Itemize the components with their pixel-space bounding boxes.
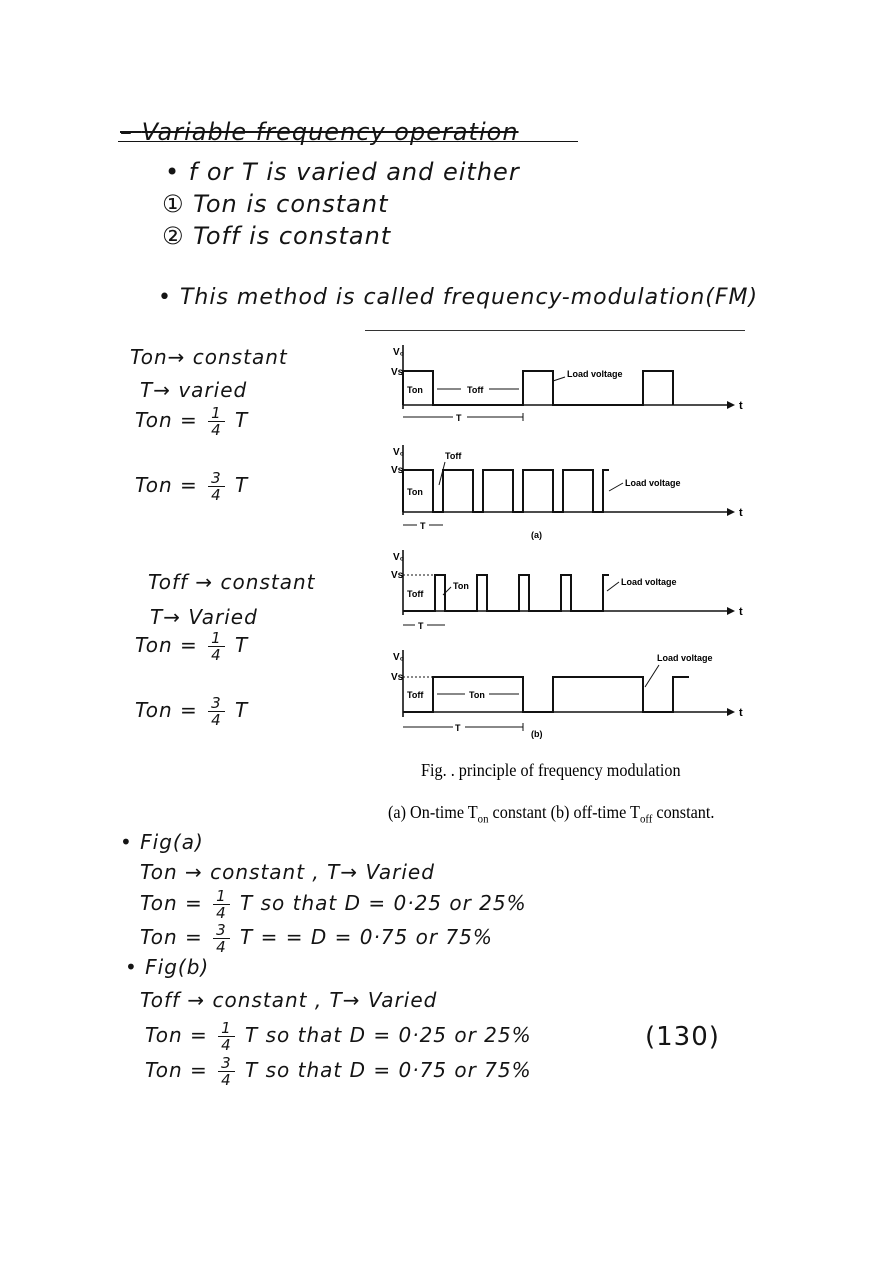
note-a-eq2	[135, 470, 248, 503]
divider-line	[365, 330, 745, 331]
waveform-b2	[391, 650, 743, 739]
vo-label: V₀	[393, 347, 405, 358]
t-label: t	[739, 507, 743, 519]
waveform-a2	[391, 445, 743, 540]
x-axis-arrow	[727, 508, 735, 516]
fig-a-line1: Ton → constant , T→ Varied	[140, 860, 435, 884]
item2-marker: ②	[162, 222, 185, 250]
figure-a-label: (a)	[531, 530, 542, 540]
load-voltage-pointer	[609, 483, 623, 491]
load-voltage-label: Load voltage	[625, 478, 681, 488]
figure-caption: Fig. . principle of frequency modulation	[421, 760, 681, 780]
ton-label: Ton	[453, 581, 469, 591]
item1-text: Ton is constant	[193, 190, 389, 218]
item2-text: Toff is constant	[193, 222, 392, 250]
fraction	[208, 630, 225, 663]
vs-label: Vs	[391, 672, 404, 683]
ton-label: Ton	[407, 487, 423, 497]
title-strike-line	[118, 141, 578, 142]
note-a-eq2-rhs: T	[235, 473, 249, 497]
fraction	[208, 405, 225, 438]
fig-b-eq1-lhs: Ton =	[145, 1023, 208, 1047]
fig-b-line1: Toff → constant , T→ Varied	[140, 988, 438, 1012]
fig-b-eq1	[145, 1020, 532, 1053]
vs-label: Vs	[391, 465, 404, 476]
fraction	[208, 470, 225, 503]
fig-a-eq2-lhs: Ton =	[140, 925, 203, 949]
fraction-den: 4	[221, 1071, 232, 1089]
note-a-eq1	[135, 405, 248, 438]
load-voltage-pointer	[645, 665, 659, 687]
figure-subcaption	[388, 802, 714, 827]
caption-part: constant (b) off-time T	[488, 802, 640, 822]
toff-label: Toff	[407, 589, 424, 599]
note-b-line1: Toff → constant	[148, 570, 316, 594]
fraction	[208, 695, 225, 728]
fig-b-eq2-rhs: T so that D = 0·75 or 75%	[245, 1058, 532, 1082]
fraction-den: 4	[216, 904, 227, 922]
x-axis-arrow	[727, 401, 735, 409]
item1-marker: ①	[162, 190, 185, 218]
load-voltage-pointer	[607, 582, 619, 591]
fraction-den: 4	[211, 486, 222, 504]
vo-label: V₀	[393, 652, 405, 663]
fig-b-eq2	[145, 1055, 532, 1088]
figure-b-label: (b)	[531, 729, 543, 739]
toff-label: Toff	[445, 451, 462, 461]
x-axis-arrow	[727, 607, 735, 615]
fraction-den: 4	[211, 421, 222, 439]
note-b-eq1	[135, 630, 248, 663]
frequency-modulation-figure	[355, 335, 755, 745]
fraction-num: 3	[208, 470, 225, 487]
pulse-train	[403, 371, 673, 405]
bullet-varied: • f or T is varied and either	[165, 158, 520, 186]
fig-a-title: Fig(a)	[140, 830, 204, 854]
fraction	[218, 1020, 235, 1053]
fraction-den: 4	[211, 646, 222, 664]
item-toff-constant	[162, 222, 391, 250]
vs-label: Vs	[391, 367, 404, 378]
note-b-eq2-lhs: Ton =	[135, 698, 198, 722]
ton-label: Ton	[407, 385, 423, 395]
fraction-den: 4	[216, 938, 227, 956]
bullet-fm-method: • This method is called frequency-modulation(FM)	[158, 285, 759, 310]
note-b-eq1-rhs: T	[235, 633, 249, 657]
fraction	[213, 922, 230, 955]
note-a-eq1-lhs: Ton =	[135, 408, 198, 432]
fig-a-eq1-lhs: Ton =	[140, 891, 203, 915]
fig-a-eq2	[140, 922, 493, 955]
fig-b-heading: • Fig(b)	[125, 955, 210, 979]
caption-part: (a) On-time T	[388, 802, 478, 822]
vo-label: V₀	[393, 447, 405, 458]
toff-label: Toff	[407, 690, 424, 700]
fraction-num: 1	[218, 1020, 235, 1037]
fig-a-eq1	[140, 888, 527, 921]
note-b-eq1-lhs: Ton =	[135, 633, 198, 657]
note-a-line2: T→ varied	[140, 378, 248, 402]
load-voltage-label: Load voltage	[567, 369, 623, 379]
ton-label: Ton	[469, 690, 485, 700]
fraction-num: 1	[208, 630, 225, 647]
fig-a-eq1-rhs: T so that D = 0·25 or 25%	[240, 891, 527, 915]
waveform-a1	[391, 345, 743, 423]
toff-label: Toff	[467, 385, 484, 395]
t-label: t	[739, 707, 743, 719]
waveform-b1	[391, 550, 743, 631]
fraction-num: 3	[208, 695, 225, 712]
x-axis-arrow	[727, 708, 735, 716]
pulse-train	[403, 470, 609, 512]
t-label: t	[739, 606, 743, 618]
period-label: T	[418, 621, 424, 631]
bullet-fm-text: This method is called frequency-modulation(FM)	[179, 285, 759, 310]
period-label: T	[456, 413, 462, 423]
note-b-eq2	[135, 695, 248, 728]
caption-part: constant.	[652, 802, 715, 822]
section-title-text: Variable frequency operation	[141, 118, 519, 146]
page-number: (130)	[645, 1022, 720, 1052]
load-voltage-label: Load voltage	[621, 577, 677, 587]
fig-a-eq2-rhs: T = = D = 0·75 or 75%	[240, 925, 493, 949]
fraction-num: 1	[208, 405, 225, 422]
vs-label: Vs	[391, 570, 404, 581]
fraction-num: 1	[213, 888, 230, 905]
note-a-line1: Ton→ constant	[130, 345, 288, 369]
fig-a-heading: • Fig(a)	[120, 830, 204, 854]
fraction	[213, 888, 230, 921]
t-label: t	[739, 400, 743, 412]
fig-b-eq1-rhs: T so that D = 0·25 or 25%	[245, 1023, 532, 1047]
fig-b-eq2-lhs: Ton =	[145, 1058, 208, 1082]
note-b-line2: T→ Varied	[150, 605, 258, 629]
period-label: T	[455, 723, 461, 733]
load-voltage-pointer	[553, 377, 565, 381]
load-voltage-label: Load voltage	[657, 653, 713, 663]
fraction	[218, 1055, 235, 1088]
item-ton-constant	[162, 190, 389, 218]
fraction-den: 4	[221, 1036, 232, 1054]
pulse-train	[403, 575, 609, 611]
note-a-eq2-lhs: Ton =	[135, 473, 198, 497]
fig-b-title: Fig(b)	[145, 955, 210, 979]
fraction-den: 4	[211, 711, 222, 729]
section-title: – Variable frequency operation	[120, 118, 519, 146]
caption-sub-off: off	[639, 811, 653, 826]
vo-label: V₀	[393, 552, 405, 563]
bullet-varied-text: f or T is varied and either	[188, 158, 520, 186]
period-label: T	[420, 521, 426, 531]
caption-sub-on: on	[477, 811, 489, 826]
fraction-num: 3	[218, 1055, 235, 1072]
fraction-num: 3	[213, 922, 230, 939]
note-b-eq2-rhs: T	[235, 698, 249, 722]
note-a-eq1-rhs: T	[235, 408, 249, 432]
